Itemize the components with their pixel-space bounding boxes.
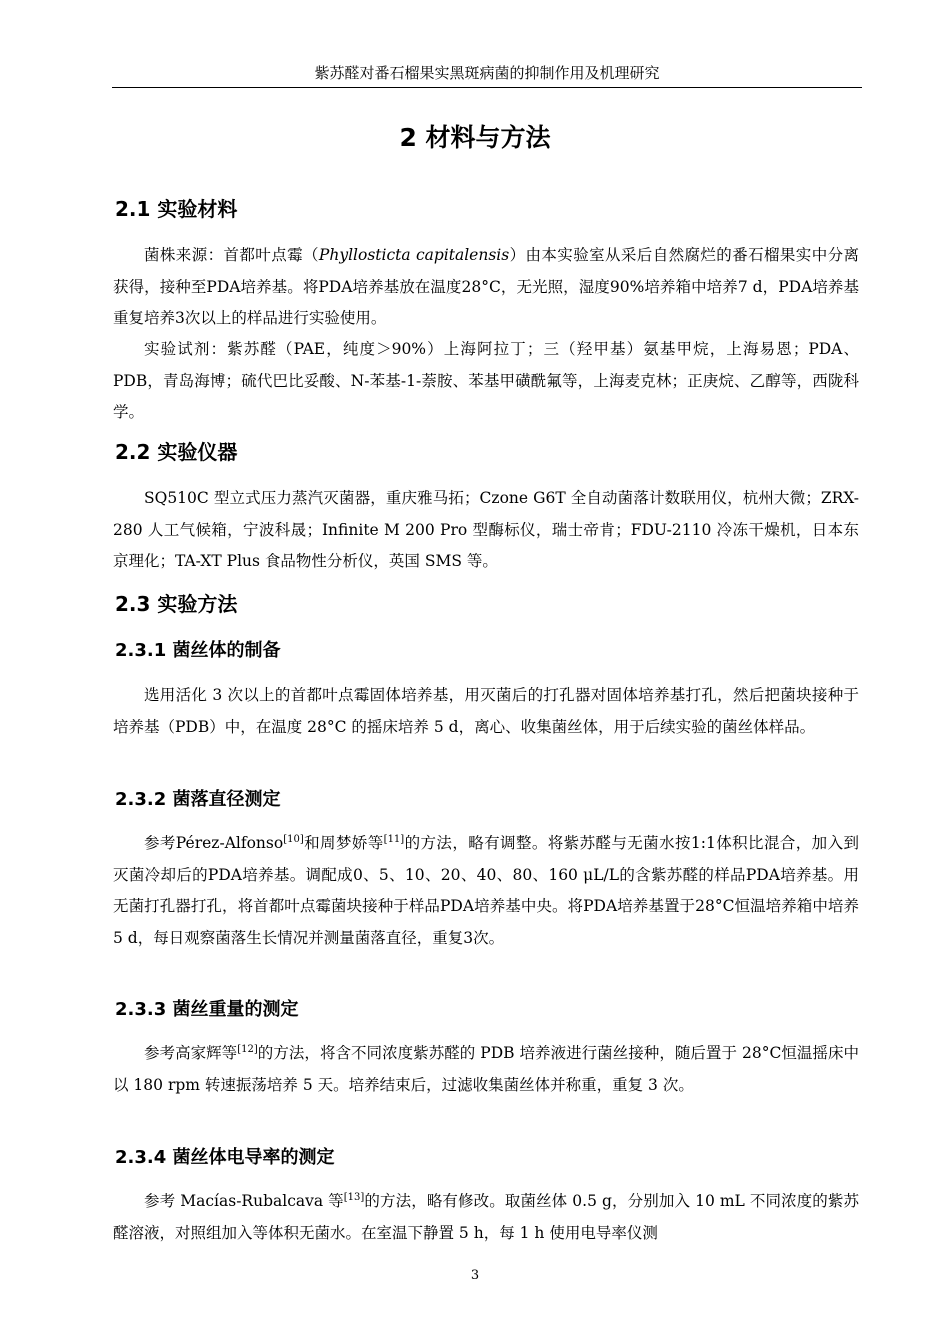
header-rule [112,87,862,88]
section-heading-2-3: 2.3 实验方法 [115,592,238,616]
strain-source-text-a: 菌株来源：首都叶点霉（ [144,246,319,264]
colony-text-a: 参考Pérez-Alfonso [144,834,284,852]
paragraph-conductivity [113,1186,859,1249]
subsection-heading-2-3-3: 2.3.3 菌丝重量的测定 [115,999,299,1020]
weight-text-a: 参考高家辉等 [144,1044,238,1062]
running-header: 紫苏醛对番石榴果实黑斑病菌的抑制作用及机理研究 [314,64,660,82]
chapter-title: 2 材料与方法 [399,123,551,152]
conductivity-text-a: 参考 Macías-Rubalcava 等 [144,1192,344,1210]
paragraph-colony-diameter [113,828,859,954]
strain-source-text-b: ）由本实验室从采后自然腐烂的番石榴果实中分离获得，接种至PDA培养基。将PDA培养基放在温度28°C，无光照，湿度90%培养箱中培养7 d，PDA培养基重复培养3次以上的样品进行实验使用。 [113,246,859,327]
citation-10: [10] [283,833,304,845]
citation-12: [12] [237,1043,258,1055]
colony-text-c: 的方法，略有调整。将紫苏醛与无菌水按1:1体积比混合，加入到灭菌冷却后的PDA培养基。调配成0、5、10、20、40、80、160 μL/L的含紫苏醛的样品PDA培养基。用无菌打孔器打孔，将首都叶点霉菌块接种于样品PDA培养基中央。将PDA培养基置于28°C恒温培养箱中培养5 d，每日观察菌落生长情况并测量菌落直径，重复3次。 [113,834,859,947]
page-number: 3 [470,1268,480,1283]
citation-13: [13] [343,1191,365,1203]
paragraph-instruments: SQ510C 型立式压力蒸汽灭菌器，重庆雅马拓；Czone G6T 全自动菌落计数联用仪，杭州大微；ZRX-280 人工气候箱，宁波科晟；Infinite M 200 Pro 型酶标仪，瑞士帝肯；FDU-2110 冷冻干燥机，日本东京理化；TA-XT Plus 食品物性分析仪，英国 SMS 等。 [113,489,859,570]
conductivity-text-b: 的方法，略有修改。取菌丝体 0.5 g，分别加入 10 mL 不同浓度的紫苏醛溶液，对照组加入等体积无菌水。在室温下静置 5 h，每 1 h 使用电导率仪测 [113,1192,859,1242]
paragraph-mycelium-weight [113,1038,859,1101]
subsection-heading-2-3-1: 2.3.1 菌丝体的制备 [115,640,281,661]
section-heading-2-1: 2.1 实验材料 [115,197,238,221]
weight-text-b: 的方法，将含不同浓度紫苏醛的 PDB 培养液进行菌丝接种，随后置于 28°C恒温摇床中以 180 rpm 转速振荡培养 5 天。培养结束后，过滤收集菌丝体并称重，重复 3 次。 [113,1044,859,1094]
paragraph-reagents: 实验试剂：紫苏醛（PAE，纯度＞90%）上海阿拉丁；三（羟甲基）氨基甲烷，上海易恩；PDA、PDB，青岛海博；硫代巴比妥酸、N-苯基-1-萘胺、苯基甲磺酰氟等，上海麦克林；正庚烷、乙醇等，西陇科学。 [113,340,859,421]
species-name: Phyllosticta capitalensis [318,246,510,264]
citation-11: [11] [383,833,405,845]
subsection-heading-2-3-4: 2.3.4 菌丝体电导率的测定 [115,1147,335,1168]
paragraph-strain-source [113,240,859,335]
section-heading-2-2: 2.2 实验仪器 [115,440,238,464]
paragraph-mycelium-prep: 选用活化 3 次以上的首都叶点霉固体培养基，用灭菌后的打孔器对固体培养基打孔，然后把菌块接种于培养基（PDB）中，在温度 28°C 的摇床培养 5 d，离心、收集菌丝体，用于后续实验的菌丝体样品。 [113,686,859,736]
subsection-heading-2-3-2: 2.3.2 菌落直径测定 [115,789,281,810]
colony-text-b: 和周梦娇等 [303,834,384,852]
